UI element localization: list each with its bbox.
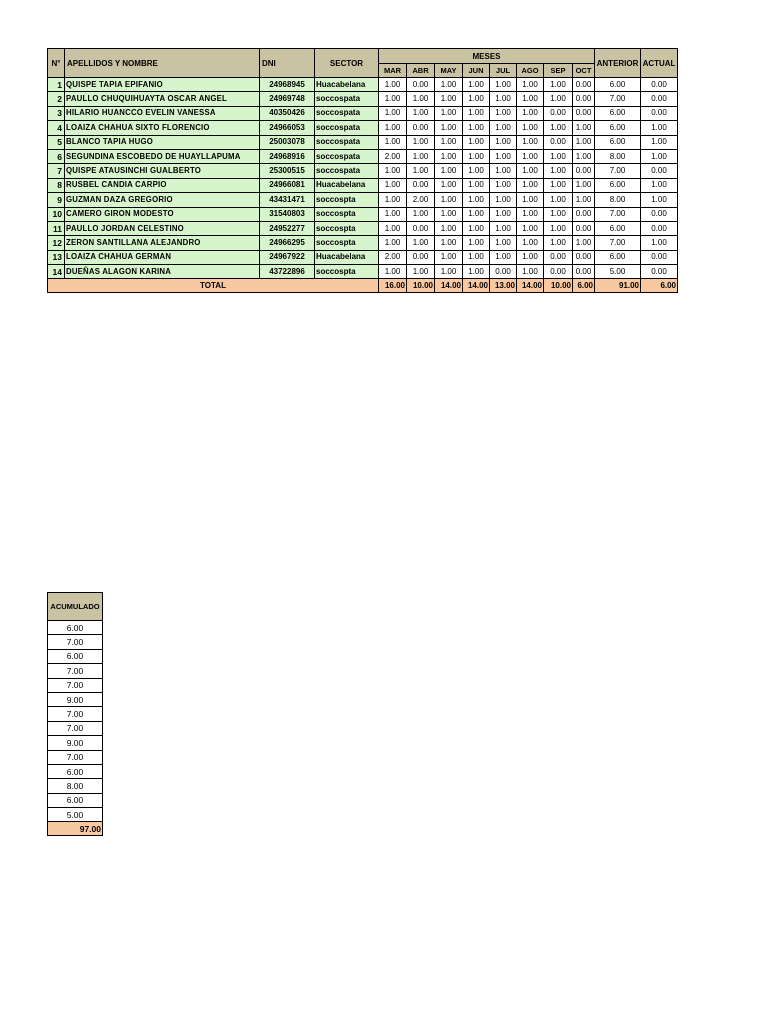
row-month-value: 1.00 bbox=[435, 265, 463, 279]
total-month-value: 14.00 bbox=[435, 279, 463, 293]
row-month-value: 0.00 bbox=[544, 250, 573, 264]
total-month-value: 14.00 bbox=[517, 279, 544, 293]
row-month-value: 1.00 bbox=[379, 207, 407, 221]
row-month-value: 1.00 bbox=[379, 178, 407, 192]
row-dni: 43722896 bbox=[260, 265, 315, 279]
acumulado-row bbox=[48, 664, 103, 678]
row-anterior: 7.00 bbox=[595, 164, 641, 178]
acumulado-total-row bbox=[48, 822, 103, 836]
row-month-value: 1.00 bbox=[463, 265, 490, 279]
row-month-value: 1.00 bbox=[517, 236, 544, 250]
row-sector: soccospata bbox=[315, 164, 379, 178]
row-month-value: 1.00 bbox=[573, 149, 595, 163]
acumulado-row bbox=[48, 721, 103, 735]
row-anterior: 7.00 bbox=[595, 207, 641, 221]
row-month-value: 1.00 bbox=[517, 135, 544, 149]
row-month-value: 1.00 bbox=[435, 92, 463, 106]
acumulado-row bbox=[48, 707, 103, 721]
row-month-value: 1.00 bbox=[463, 221, 490, 235]
month-header-sep: SEP bbox=[544, 64, 573, 78]
row-anterior: 7.00 bbox=[595, 236, 641, 250]
row-month-value: 0.00 bbox=[573, 164, 595, 178]
row-month-value: 1.00 bbox=[573, 178, 595, 192]
row-name: GUZMAN DAZA GREGORIO bbox=[65, 193, 260, 207]
row-anterior: 6.00 bbox=[595, 135, 641, 149]
row-month-value: 0.00 bbox=[407, 178, 435, 192]
row-month-value: 0.00 bbox=[573, 78, 595, 92]
attendance-table bbox=[47, 48, 678, 293]
row-month-value: 1.00 bbox=[435, 78, 463, 92]
total-label: TOTAL bbox=[48, 279, 379, 293]
row-month-value: 1.00 bbox=[435, 121, 463, 135]
row-sector: soccospata bbox=[315, 135, 379, 149]
row-number: 10 bbox=[48, 207, 65, 221]
row-name: RUSBEL CANDIA CARPIO bbox=[65, 178, 260, 192]
row-dni: 24966295 bbox=[260, 236, 315, 250]
row-month-value: 1.00 bbox=[490, 149, 517, 163]
row-dni: 40350426 bbox=[260, 106, 315, 120]
total-month-value: 10.00 bbox=[544, 279, 573, 293]
row-month-value: 1.00 bbox=[435, 106, 463, 120]
row-month-value: 1.00 bbox=[379, 221, 407, 235]
row-number: 5 bbox=[48, 135, 65, 149]
row-month-value: 1.00 bbox=[573, 135, 595, 149]
row-number: 3 bbox=[48, 106, 65, 120]
total-month-value: 16.00 bbox=[379, 279, 407, 293]
row-month-value: 0.00 bbox=[490, 265, 517, 279]
row-month-value: 1.00 bbox=[407, 207, 435, 221]
row-month-value: 1.00 bbox=[517, 164, 544, 178]
row-sector: Huacabelana bbox=[315, 250, 379, 264]
row-month-value: 1.00 bbox=[463, 135, 490, 149]
total-actual: 6.00 bbox=[641, 279, 678, 293]
table-row bbox=[48, 178, 678, 192]
row-name: BLANCO TAPIA HUGO bbox=[65, 135, 260, 149]
acumulado-value: 7.00 bbox=[48, 707, 103, 721]
row-month-value: 0.00 bbox=[573, 92, 595, 106]
acumulado-value: 8.00 bbox=[48, 779, 103, 793]
row-name: PAULLO JORDAN CELESTINO bbox=[65, 221, 260, 235]
total-row bbox=[48, 279, 678, 293]
row-actual: 1.00 bbox=[641, 236, 678, 250]
acumulado-row bbox=[48, 750, 103, 764]
row-month-value: 1.00 bbox=[573, 193, 595, 207]
month-header-may: MAY bbox=[435, 64, 463, 78]
month-header-jul: JUL bbox=[490, 64, 517, 78]
row-month-value: 1.00 bbox=[490, 193, 517, 207]
acumulado-row bbox=[48, 808, 103, 822]
row-month-value: 1.00 bbox=[463, 106, 490, 120]
acumulado-value: 6.00 bbox=[48, 793, 103, 807]
row-month-value: 1.00 bbox=[407, 149, 435, 163]
acumulado-row bbox=[48, 635, 103, 649]
row-month-value: 1.00 bbox=[517, 92, 544, 106]
row-sector: soccospta bbox=[315, 265, 379, 279]
row-month-value: 1.00 bbox=[463, 236, 490, 250]
row-month-value: 1.00 bbox=[517, 221, 544, 235]
row-name: PAULLO CHUQUIHUAYTA OSCAR ANGEL bbox=[65, 92, 260, 106]
row-month-value: 1.00 bbox=[490, 250, 517, 264]
row-month-value: 1.00 bbox=[379, 78, 407, 92]
row-sector: soccospta bbox=[315, 236, 379, 250]
row-month-value: 0.00 bbox=[573, 250, 595, 264]
table-row bbox=[48, 121, 678, 135]
row-number: 2 bbox=[48, 92, 65, 106]
row-anterior: 6.00 bbox=[595, 178, 641, 192]
header-anterior: ANTERIOR bbox=[595, 49, 641, 78]
row-month-value: 1.00 bbox=[435, 149, 463, 163]
row-month-value: 1.00 bbox=[379, 265, 407, 279]
row-month-value: 1.00 bbox=[463, 207, 490, 221]
row-month-value: 1.00 bbox=[463, 250, 490, 264]
row-month-value: 1.00 bbox=[407, 92, 435, 106]
acumulado-value: 7.00 bbox=[48, 664, 103, 678]
row-month-value: 1.00 bbox=[379, 92, 407, 106]
row-month-value: 2.00 bbox=[379, 149, 407, 163]
row-dni: 31540803 bbox=[260, 207, 315, 221]
row-month-value: 1.00 bbox=[379, 236, 407, 250]
row-actual: 0.00 bbox=[641, 265, 678, 279]
table-row bbox=[48, 236, 678, 250]
row-month-value: 1.00 bbox=[544, 78, 573, 92]
row-dni: 24966053 bbox=[260, 121, 315, 135]
row-name: QUISPE TAPIA EPIFANIO bbox=[65, 78, 260, 92]
acumulado-row bbox=[48, 736, 103, 750]
row-name: DUEÑAS ALAGON KARINA bbox=[65, 265, 260, 279]
row-month-value: 1.00 bbox=[544, 207, 573, 221]
row-number: 8 bbox=[48, 178, 65, 192]
acumulado-row bbox=[48, 678, 103, 692]
acumulado-value: 5.00 bbox=[48, 808, 103, 822]
row-dni: 25003078 bbox=[260, 135, 315, 149]
acumulado-row bbox=[48, 764, 103, 778]
row-sector: soccospta bbox=[315, 207, 379, 221]
row-month-value: 1.00 bbox=[463, 178, 490, 192]
table-row bbox=[48, 149, 678, 163]
month-header-jun: JUN bbox=[463, 64, 490, 78]
acumulado-value: 7.00 bbox=[48, 635, 103, 649]
row-month-value: 1.00 bbox=[517, 149, 544, 163]
table-row bbox=[48, 92, 678, 106]
total-month-value: 6.00 bbox=[573, 279, 595, 293]
month-header-oct: OCT bbox=[573, 64, 595, 78]
row-actual: 0.00 bbox=[641, 92, 678, 106]
month-header-ago: AGO bbox=[517, 64, 544, 78]
row-month-value: 1.00 bbox=[490, 164, 517, 178]
acumulado-value: 9.00 bbox=[48, 692, 103, 706]
row-month-value: 1.00 bbox=[544, 92, 573, 106]
row-month-value: 1.00 bbox=[517, 78, 544, 92]
acumulado-value: 7.00 bbox=[48, 678, 103, 692]
row-month-value: 0.00 bbox=[544, 265, 573, 279]
acumulado-value: 9.00 bbox=[48, 736, 103, 750]
table-row bbox=[48, 135, 678, 149]
row-number: 14 bbox=[48, 265, 65, 279]
row-dni: 24968945 bbox=[260, 78, 315, 92]
row-month-value: 0.00 bbox=[407, 121, 435, 135]
row-actual: 0.00 bbox=[641, 164, 678, 178]
row-anterior: 7.00 bbox=[595, 92, 641, 106]
row-number: 4 bbox=[48, 121, 65, 135]
row-name: ZERON SANTILLANA ALEJANDRO bbox=[65, 236, 260, 250]
row-anterior: 6.00 bbox=[595, 250, 641, 264]
row-month-value: 1.00 bbox=[490, 78, 517, 92]
row-anterior: 6.00 bbox=[595, 221, 641, 235]
row-anterior: 6.00 bbox=[595, 78, 641, 92]
row-sector: Huacabelana bbox=[315, 78, 379, 92]
acumulado-total: 97.00 bbox=[48, 822, 103, 836]
row-month-value: 1.00 bbox=[517, 207, 544, 221]
row-sector: soccospta bbox=[315, 221, 379, 235]
row-month-value: 1.00 bbox=[490, 135, 517, 149]
row-actual: 0.00 bbox=[641, 250, 678, 264]
row-month-value: 2.00 bbox=[379, 250, 407, 264]
acumulado-value: 6.00 bbox=[48, 621, 103, 635]
row-dni: 24966081 bbox=[260, 178, 315, 192]
row-anterior: 6.00 bbox=[595, 121, 641, 135]
row-month-value: 1.00 bbox=[435, 164, 463, 178]
table-row bbox=[48, 78, 678, 92]
acumulado-value: 6.00 bbox=[48, 649, 103, 663]
acumulado-value: 7.00 bbox=[48, 721, 103, 735]
row-month-value: 2.00 bbox=[407, 193, 435, 207]
row-month-value: 1.00 bbox=[379, 106, 407, 120]
row-month-value: 1.00 bbox=[490, 92, 517, 106]
row-dni: 24967922 bbox=[260, 250, 315, 264]
row-sector: soccospta bbox=[315, 193, 379, 207]
row-month-value: 1.00 bbox=[544, 193, 573, 207]
row-name: SEGUNDINA ESCOBEDO DE HUAYLLAPUMA bbox=[65, 149, 260, 163]
row-month-value: 0.00 bbox=[573, 207, 595, 221]
row-dni: 24968916 bbox=[260, 149, 315, 163]
row-actual: 1.00 bbox=[641, 121, 678, 135]
table-row bbox=[48, 193, 678, 207]
row-month-value: 1.00 bbox=[490, 221, 517, 235]
row-month-value: 1.00 bbox=[490, 178, 517, 192]
row-name: LOAIZA CHAHUA GERMAN bbox=[65, 250, 260, 264]
row-month-value: 1.00 bbox=[517, 250, 544, 264]
row-number: 7 bbox=[48, 164, 65, 178]
row-actual: 1.00 bbox=[641, 149, 678, 163]
row-actual: 0.00 bbox=[641, 106, 678, 120]
row-number: 1 bbox=[48, 78, 65, 92]
row-month-value: 0.00 bbox=[573, 265, 595, 279]
acumulado-value: 7.00 bbox=[48, 750, 103, 764]
row-month-value: 1.00 bbox=[379, 193, 407, 207]
row-month-value: 0.00 bbox=[407, 78, 435, 92]
row-month-value: 1.00 bbox=[435, 178, 463, 192]
row-month-value: 1.00 bbox=[435, 207, 463, 221]
row-sector: soccospata bbox=[315, 106, 379, 120]
row-month-value: 1.00 bbox=[463, 149, 490, 163]
row-number: 12 bbox=[48, 236, 65, 250]
acumulado-row bbox=[48, 779, 103, 793]
table-row bbox=[48, 250, 678, 264]
row-month-value: 1.00 bbox=[463, 193, 490, 207]
row-month-value: 0.00 bbox=[573, 106, 595, 120]
row-month-value: 1.00 bbox=[379, 135, 407, 149]
row-dni: 24952277 bbox=[260, 221, 315, 235]
table-row bbox=[48, 265, 678, 279]
header-sector: SECTOR bbox=[315, 49, 379, 78]
row-month-value: 1.00 bbox=[490, 207, 517, 221]
table-row bbox=[48, 106, 678, 120]
row-month-value: 1.00 bbox=[517, 193, 544, 207]
acumulado-header: ACUMULADO bbox=[48, 593, 103, 621]
row-month-value: 0.00 bbox=[573, 221, 595, 235]
row-sector: Huacabelana bbox=[315, 178, 379, 192]
acumulado-value: 6.00 bbox=[48, 764, 103, 778]
row-month-value: 1.00 bbox=[544, 221, 573, 235]
total-month-value: 10.00 bbox=[407, 279, 435, 293]
acumulado-row bbox=[48, 621, 103, 635]
row-month-value: 1.00 bbox=[490, 106, 517, 120]
row-month-value: 1.00 bbox=[544, 236, 573, 250]
row-month-value: 1.00 bbox=[490, 121, 517, 135]
row-month-value: 1.00 bbox=[435, 250, 463, 264]
row-anterior: 8.00 bbox=[595, 193, 641, 207]
month-header-mar: MAR bbox=[379, 64, 407, 78]
row-number: 11 bbox=[48, 221, 65, 235]
table-row bbox=[48, 221, 678, 235]
row-name: HILARIO HUANCCO EVELIN VANESSA bbox=[65, 106, 260, 120]
row-month-value: 1.00 bbox=[490, 236, 517, 250]
row-month-value: 0.00 bbox=[407, 221, 435, 235]
row-actual: 0.00 bbox=[641, 221, 678, 235]
row-month-value: 1.00 bbox=[463, 78, 490, 92]
row-month-value: 1.00 bbox=[407, 236, 435, 250]
row-month-value: 1.00 bbox=[517, 121, 544, 135]
row-month-value: 1.00 bbox=[407, 164, 435, 178]
total-month-value: 14.00 bbox=[463, 279, 490, 293]
acumulado-row bbox=[48, 649, 103, 663]
header-num: N° bbox=[48, 49, 65, 78]
row-name: QUISPE ATAUSINCHI GUALBERTO bbox=[65, 164, 260, 178]
table-row bbox=[48, 207, 678, 221]
row-number: 9 bbox=[48, 193, 65, 207]
row-name: CAMERO GIRON MODESTO bbox=[65, 207, 260, 221]
row-month-value: 1.00 bbox=[435, 193, 463, 207]
header-name: APELLIDOS Y NOMBRE bbox=[65, 49, 260, 78]
row-number: 6 bbox=[48, 149, 65, 163]
row-month-value: 1.00 bbox=[573, 121, 595, 135]
row-month-value: 0.00 bbox=[544, 135, 573, 149]
row-month-value: 1.00 bbox=[379, 121, 407, 135]
row-month-value: 1.00 bbox=[517, 106, 544, 120]
row-month-value: 1.00 bbox=[379, 164, 407, 178]
row-sector: soccospata bbox=[315, 92, 379, 106]
row-month-value: 1.00 bbox=[544, 149, 573, 163]
row-sector: soccospata bbox=[315, 121, 379, 135]
row-actual: 0.00 bbox=[641, 78, 678, 92]
row-anterior: 8.00 bbox=[595, 149, 641, 163]
month-header-abr: ABR bbox=[407, 64, 435, 78]
row-month-value: 1.00 bbox=[435, 221, 463, 235]
row-actual: 1.00 bbox=[641, 193, 678, 207]
row-month-value: 1.00 bbox=[463, 164, 490, 178]
row-month-value: 1.00 bbox=[544, 164, 573, 178]
row-actual: 0.00 bbox=[641, 207, 678, 221]
row-dni: 25300515 bbox=[260, 164, 315, 178]
header-actual: ACTUAL bbox=[641, 49, 678, 78]
row-month-value: 1.00 bbox=[544, 121, 573, 135]
row-anterior: 5.00 bbox=[595, 265, 641, 279]
total-month-value: 13.00 bbox=[490, 279, 517, 293]
row-name: LOAIZA CHAHUA SIXTO FLORENCIO bbox=[65, 121, 260, 135]
row-month-value: 1.00 bbox=[435, 236, 463, 250]
total-anterior: 91.00 bbox=[595, 279, 641, 293]
table-row bbox=[48, 164, 678, 178]
row-actual: 1.00 bbox=[641, 135, 678, 149]
row-month-value: 1.00 bbox=[407, 135, 435, 149]
row-dni: 43431471 bbox=[260, 193, 315, 207]
row-month-value: 1.00 bbox=[463, 121, 490, 135]
row-month-value: 0.00 bbox=[407, 250, 435, 264]
row-month-value: 1.00 bbox=[435, 135, 463, 149]
row-month-value: 0.00 bbox=[544, 106, 573, 120]
row-number: 13 bbox=[48, 250, 65, 264]
row-actual: 1.00 bbox=[641, 178, 678, 192]
acumulado-row bbox=[48, 793, 103, 807]
row-month-value: 1.00 bbox=[407, 106, 435, 120]
row-month-value: 1.00 bbox=[517, 178, 544, 192]
row-month-value: 1.00 bbox=[517, 265, 544, 279]
row-month-value: 1.00 bbox=[463, 92, 490, 106]
acumulado-table bbox=[47, 592, 103, 836]
row-month-value: 1.00 bbox=[573, 236, 595, 250]
row-dni: 24969748 bbox=[260, 92, 315, 106]
header-dni: DNI bbox=[260, 49, 315, 78]
row-sector: soccospata bbox=[315, 149, 379, 163]
header-meses: MESES bbox=[379, 49, 595, 64]
row-month-value: 1.00 bbox=[407, 265, 435, 279]
row-anterior: 6.00 bbox=[595, 106, 641, 120]
row-month-value: 1.00 bbox=[544, 178, 573, 192]
acumulado-row bbox=[48, 692, 103, 706]
